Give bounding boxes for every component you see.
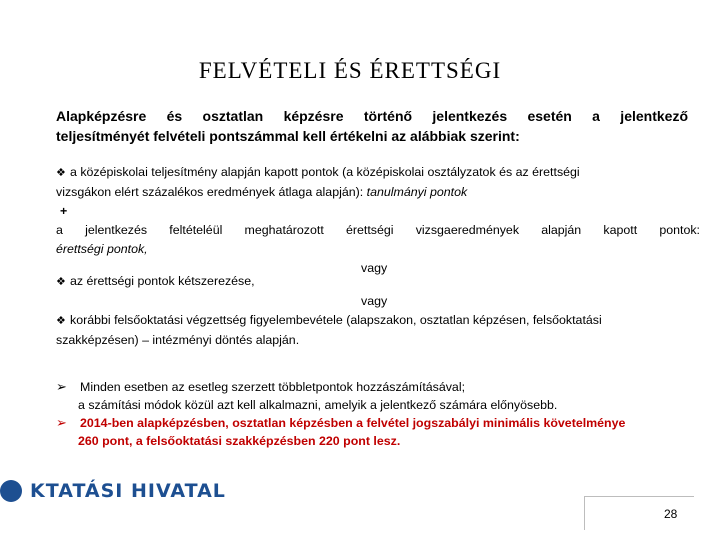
page-number-frame <box>584 496 694 530</box>
bullet-item-2: ❖ az érettségi pontok kétszerezése, <box>56 272 700 292</box>
or-separator-1: vagy <box>361 261 388 275</box>
bullet-item-3: ❖ korábbi felsőoktatási végzettség figyelembevétele (alapszakon, osztatlan képzésen, felsőoktatási <box>56 311 700 331</box>
logo-circle-icon <box>0 480 22 502</box>
note-item-1: ➢ Minden esetben az esetleg szerzett többletpontok hozzászámításával; <box>56 379 466 394</box>
diamond-bullet-icon: ❖ <box>56 276 66 288</box>
slide-title: FELVÉTELI ÉS ÉRETTSÉGI <box>198 58 502 83</box>
diamond-bullet-icon: ❖ <box>56 167 66 179</box>
intro-line-2: teljesítményét felvételi pontszámmal kell értékelni az alábbiak szerint: <box>56 128 520 144</box>
page-number: 28 <box>664 507 678 521</box>
or-separator-2: vagy <box>361 294 388 308</box>
note-item-1-cont: a számítási módok közül azt kell alkalmazni, amelyik a jelentkező számára előnyösebb. <box>78 398 558 412</box>
note-item-2: ➢ 2014-ben alapképzésben, osztatlan képzésben a felvétel jogszabályi minimális követelménye <box>56 415 626 430</box>
diamond-bullet-icon: ❖ <box>56 315 66 327</box>
criteria-list <box>56 163 700 350</box>
arrow-bullet-icon: ➢ <box>56 379 67 394</box>
tanulmanyi-pontok-label: tanulmányi pontok <box>366 185 468 199</box>
notes-list <box>56 378 706 450</box>
arrow-bullet-icon: ➢ <box>56 415 67 430</box>
bullet-item-1-line3: a jelentkezés feltételéül meghatározott érettségi vizsgaeredmények alapján kapott pontok: <box>56 223 700 237</box>
intro-paragraph <box>56 106 688 146</box>
bullet-item-1-cont: vizsgákon elért százalékos eredmények átlaga alapján): tanulmányi pontok <box>56 185 468 199</box>
plus-sign: + <box>60 204 68 218</box>
note-item-2-cont: 260 pont, a felsőoktatási szakképzésben 220 pont lesz. <box>78 434 401 448</box>
agency-logo <box>0 478 260 504</box>
bullet-item-3-cont: szakképzésen) – intézményi döntés alapján. <box>56 333 300 347</box>
erettsegi-pontok-label: érettségi pontok, <box>56 242 148 256</box>
bullet-item-1: ❖ a középiskolai teljesítmény alapján kapott pontok (a középiskolai osztályzatok és az érettségi <box>56 163 700 183</box>
logo-text: KTATÁSI HIVATAL <box>30 480 226 502</box>
intro-line-1: Alapképzésre és osztatlan képzésre történő jelentkezés esetén a jelentkező <box>56 108 688 124</box>
